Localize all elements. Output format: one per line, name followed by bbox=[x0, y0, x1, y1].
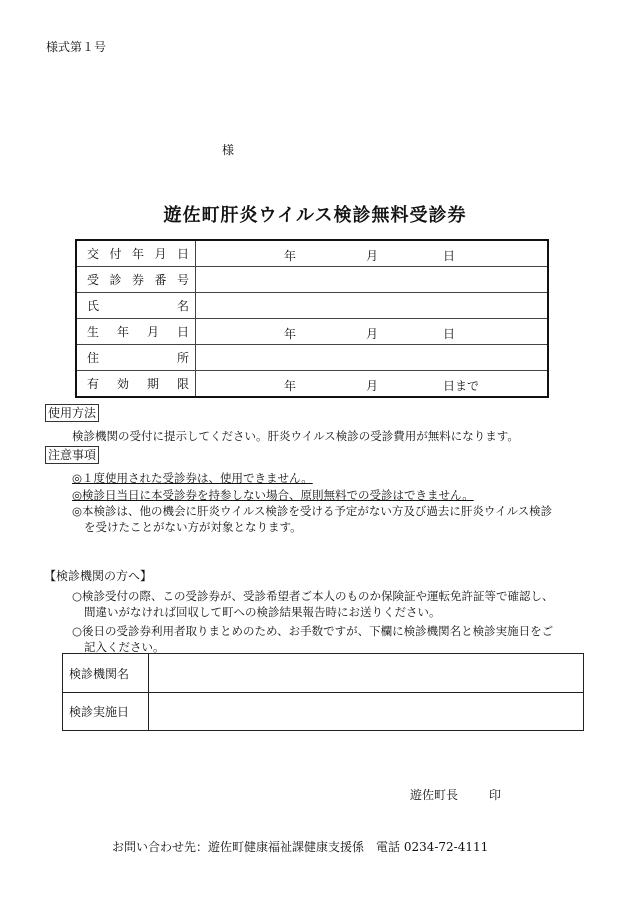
exam-date-field[interactable] bbox=[149, 693, 584, 731]
info-row bbox=[76, 371, 548, 398]
institution-name-label: 検診機関名 bbox=[63, 654, 149, 693]
note-item-3-line-1: ◎本検診は、他の機会に肝炎ウイルス検診を受ける予定がない方及び過去に肝炎ウイルス検診 bbox=[72, 504, 553, 518]
info-row-value-field[interactable] bbox=[196, 371, 549, 398]
info-row bbox=[76, 267, 548, 293]
label-char: 受 bbox=[87, 273, 100, 287]
info-row-label bbox=[76, 371, 196, 398]
info-row-value-field[interactable] bbox=[196, 240, 549, 267]
usage-heading: 使用方法 bbox=[45, 404, 99, 422]
value-day-unit: 日まで bbox=[443, 378, 480, 393]
label-char: 住 bbox=[87, 351, 100, 365]
info-row-value-field[interactable] bbox=[196, 345, 549, 371]
info-row-label bbox=[76, 240, 196, 267]
info-row bbox=[76, 293, 548, 319]
usage-text: 検診機関の受付に提示してください。肝炎ウイルス検診の受診費用が無料になります。 bbox=[72, 429, 519, 443]
label-char: 限 bbox=[176, 377, 189, 391]
label-char: 氏 bbox=[87, 299, 100, 313]
label-char: 所 bbox=[176, 351, 189, 365]
info-row-value-field[interactable] bbox=[196, 293, 549, 319]
info-row bbox=[76, 319, 548, 345]
value-month-unit: 月 bbox=[366, 248, 379, 263]
label-char: 番 bbox=[154, 273, 167, 287]
value-year-unit: 年 bbox=[284, 248, 297, 263]
value-month-unit: 月 bbox=[366, 326, 379, 341]
institution-entry-table bbox=[62, 653, 584, 731]
info-row-label bbox=[76, 345, 196, 371]
institution-p2-line-1: ○後日の受診券利用者取りまとめのため、お手数ですが、下欄に検診機関名と検診実施日をご bbox=[72, 624, 554, 638]
note-item-3-line-2: を受けたことがない方が対象となります。 bbox=[84, 520, 302, 534]
value-year-unit: 年 bbox=[284, 378, 297, 393]
label-char: 付 bbox=[109, 247, 122, 261]
institution-heading: 【検診機関の方へ】 bbox=[44, 569, 153, 583]
label-char: 日 bbox=[176, 247, 189, 261]
label-char: 券 bbox=[131, 273, 144, 287]
label-char: 効 bbox=[116, 377, 129, 391]
label-char: 診 bbox=[109, 273, 122, 287]
info-row-label bbox=[76, 267, 196, 293]
label-char: 名 bbox=[176, 299, 189, 313]
info-row bbox=[76, 345, 548, 371]
info-row bbox=[76, 240, 548, 267]
issuer-seal: 印 bbox=[489, 788, 502, 802]
addressee-suffix: 様 bbox=[222, 143, 235, 157]
label-char: 生 bbox=[87, 325, 100, 339]
institution-p1-line-2: 間違いがなければ回収して町への検診結果報告時にお送りください。 bbox=[84, 605, 441, 619]
form-number: 様式第１号 bbox=[46, 40, 107, 54]
label-char: 年 bbox=[131, 247, 144, 261]
institution-p2-line-2: 記入ください。 bbox=[84, 640, 165, 654]
label-char: 期 bbox=[146, 377, 159, 391]
institution-p1-line-1: ○検診受付の際、この受診券が、受診希望者ご本人のものか保険証や運転免許証等で確認し、 bbox=[72, 589, 554, 603]
value-month-unit: 月 bbox=[366, 378, 379, 393]
exam-date-label: 検診実施日 bbox=[63, 693, 149, 731]
label-char: 月 bbox=[154, 247, 167, 261]
label-char: 号 bbox=[176, 273, 189, 287]
info-row-value-field[interactable] bbox=[196, 267, 549, 293]
issuer-name: 遊佐町長 bbox=[410, 788, 459, 802]
label-char: 年 bbox=[116, 325, 129, 339]
label-char: 日 bbox=[176, 325, 189, 339]
institution-name-field[interactable] bbox=[149, 654, 584, 693]
voucher-info-table bbox=[75, 239, 549, 398]
note-item-2: ◎検診日当日に本受診券を持参しない場合、原則無料での受診はできません。 bbox=[72, 488, 474, 502]
value-year-unit: 年 bbox=[284, 326, 297, 341]
label-char: 交 bbox=[87, 247, 100, 261]
note-item-1: ◎１度使用された受診券は、使用できません。 bbox=[72, 471, 313, 485]
info-row-label bbox=[76, 319, 196, 345]
notes-heading: 注意事項 bbox=[45, 446, 99, 464]
label-char: 有 bbox=[87, 377, 100, 391]
value-day-unit: 日 bbox=[443, 248, 456, 263]
contact-info: お問い合わせ先：遊佐町健康福祉課健康支援係 電話 0234-72-4111 bbox=[112, 840, 489, 854]
info-row-label bbox=[76, 293, 196, 319]
document-title: 遊佐町肝炎ウイルス検診無料受診券 bbox=[163, 205, 467, 226]
value-day-unit: 日 bbox=[443, 326, 456, 341]
info-row-value-field[interactable] bbox=[196, 319, 549, 345]
label-char: 月 bbox=[146, 325, 159, 339]
